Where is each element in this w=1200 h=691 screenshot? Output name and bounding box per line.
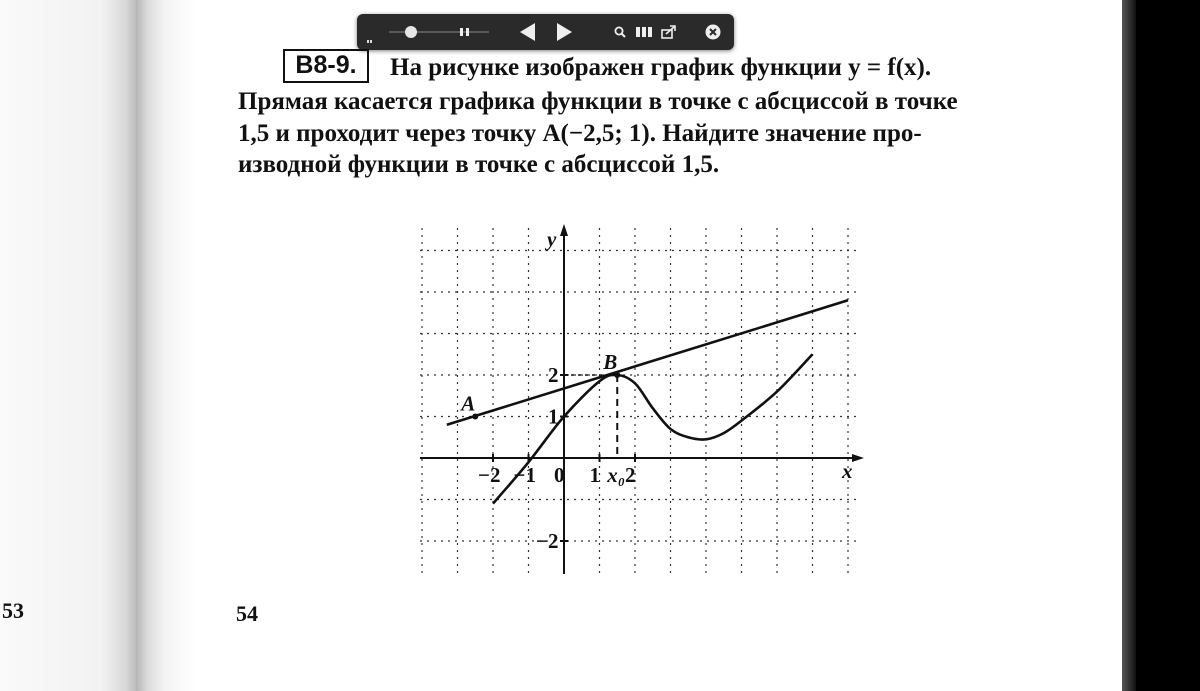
y-tick-label: −2 bbox=[536, 529, 559, 553]
grid bbox=[420, 228, 858, 574]
y-tick-label: 1 bbox=[548, 404, 559, 429]
curves bbox=[447, 300, 848, 503]
right-page-number: 54 bbox=[236, 601, 258, 626]
problem-line-4: изводной функции в точке с абсциссой 1,5. bbox=[238, 151, 720, 178]
x0-tick-label: x₀ bbox=[607, 463, 626, 487]
problem-number-badge: В8-9. bbox=[283, 49, 369, 83]
problem-line-3: 1,5 и проходит через точку A(−2,5; 1). Найдите значение про- bbox=[238, 120, 922, 147]
y-tick-label: 2 bbox=[548, 363, 559, 387]
axes bbox=[420, 224, 864, 574]
x-tick-label: 1 bbox=[589, 463, 600, 487]
tangent-line bbox=[447, 300, 848, 425]
x-tick-label: −2 bbox=[478, 463, 501, 487]
labels bbox=[459, 227, 852, 553]
y-axis-label: y bbox=[547, 227, 557, 251]
x-tick-label: −1 bbox=[513, 463, 536, 487]
x-tick-label: 2 bbox=[625, 463, 636, 487]
function-curve bbox=[493, 354, 813, 503]
point-label-a: A bbox=[461, 391, 476, 416]
x-tick-label: 0 bbox=[554, 463, 565, 487]
x-axis-label: x bbox=[842, 459, 853, 483]
point-label-b: B bbox=[603, 350, 618, 374]
left-page-number: 53 bbox=[2, 598, 24, 623]
problem-line-2: Прямая касается графика функции в точке с абсциссой в точке bbox=[238, 88, 958, 115]
y-axis-arrow bbox=[560, 224, 568, 236]
problem-line-1: На рисунке изображен график функции y = f(x). bbox=[390, 54, 932, 81]
x-axis-arrow bbox=[852, 454, 864, 462]
